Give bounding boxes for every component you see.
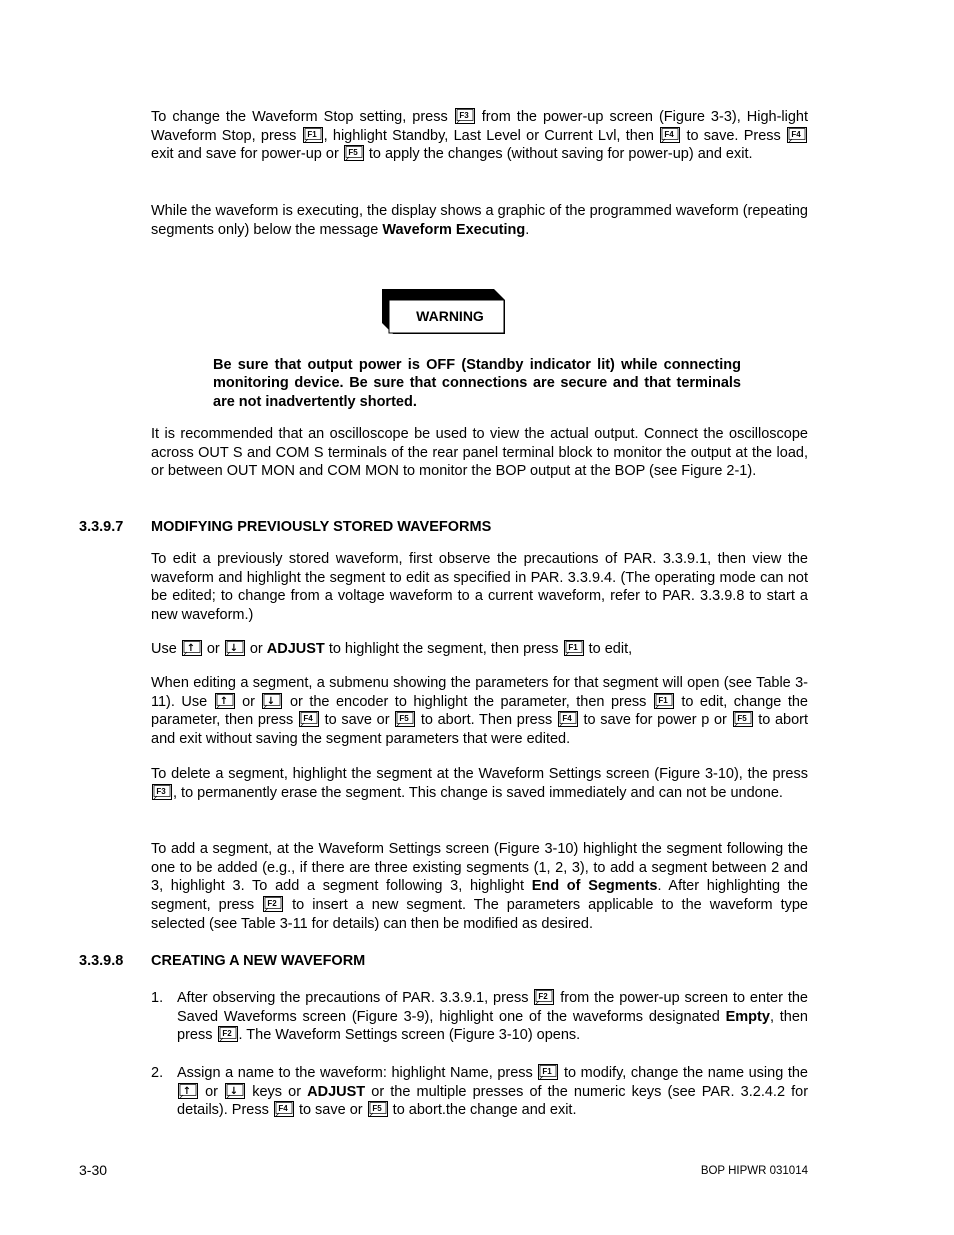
svg-text:F1: F1	[567, 643, 578, 652]
warning-box	[382, 289, 505, 334]
svg-text:F4: F4	[562, 714, 572, 724]
down-arrow-key-icon	[225, 1083, 245, 1099]
waveform-stop-paragraph: To change the Waveform Stop setting, press F3 from the power-up screen (Figure 3-3), High-light Waveform Stop, press F1 , highlight Standby, Last Level or Current Lvl, then F4 to save. Press F4 exit and save for power-up or F5 to apply the changes (without saving for power-up) and exit.	[151, 109, 809, 163]
f1-key-icon	[303, 127, 323, 143]
f5-key-icon	[395, 711, 415, 727]
svg-text:F4: F4	[664, 129, 674, 139]
down-arrow-key-icon	[225, 640, 245, 656]
editing-segment-paragraph: When editing a segment, a submenu showing the parameters for that segment will open (see Table 3-11). Use ↑ or ↓ or the encoder to highlight the parameter, then press F1 to edit, change the parameter, then press F4 to save or F5 to abort. Then press F4 to save for power p or F5 to abort and exit without saving the segment parameters that were edited.	[151, 675, 808, 748]
f1-key-icon	[538, 1064, 558, 1080]
svg-text:F2: F2	[538, 992, 549, 1001]
f5-key-icon	[368, 1101, 388, 1117]
f2-key-icon	[218, 1026, 238, 1042]
svg-text:F1: F1	[658, 695, 668, 705]
svg-text:↓: ↓	[267, 695, 276, 707]
f4-key-icon	[558, 711, 578, 727]
page-number: 3-30	[79, 1162, 108, 1178]
svg-text:F4: F4	[278, 1104, 288, 1114]
f4-key-icon	[787, 127, 807, 143]
svg-text:F3: F3	[459, 111, 469, 120]
document-id: BOP HIPWR 031014	[700, 1165, 808, 1177]
f5-key-icon	[733, 711, 753, 727]
f5-key-icon	[344, 145, 364, 161]
svg-text:↓: ↓	[229, 1085, 239, 1097]
f2-key-icon	[534, 989, 554, 1005]
down-arrow-key-icon	[262, 693, 282, 709]
svg-text:↑: ↑	[219, 695, 228, 707]
svg-text:F5: F5	[736, 714, 747, 724]
svg-text:F4: F4	[791, 129, 801, 139]
warning-label: WARNING	[416, 308, 484, 324]
svg-text:F5: F5	[348, 148, 358, 158]
f2-key-icon	[263, 896, 283, 912]
f1-key-icon	[564, 640, 584, 656]
use-keys-paragraph: Use ↑ or ↓ or ADJUST to highlight the segment, then press F1 to edit,	[151, 641, 633, 657]
up-arrow-key-icon	[215, 693, 235, 709]
f3-key-icon	[152, 784, 172, 800]
waveform-executing-paragraph: While the waveform is executing, the display shows a graphic of the programmed waveform (repeating segments only) below the message Waveform Executing.	[151, 203, 808, 238]
svg-text:F2: F2	[267, 899, 277, 909]
svg-text:F1: F1	[542, 1067, 553, 1076]
f4-key-icon	[660, 127, 680, 143]
f3-key-icon	[455, 108, 475, 124]
svg-text:F5: F5	[399, 714, 409, 724]
svg-text:F2: F2	[221, 1029, 232, 1039]
svg-text:↑: ↑	[182, 1085, 192, 1097]
svg-text:F4: F4	[303, 714, 313, 724]
add-segment-paragraph: To add a segment, at the Waveform Settings screen (Figure 3-10) highlight the segment following the one to be added (e.g., if there are three existing segments (1, 2, 3), to add a segment between 2 and 3, highlight 3. To add a segment following 3, highlight End of Segments. After highlighting the segment, press F2 to insert a new segment. The parameters applicable to the waveform type selected (see Table 3-11 for details) can then be modified as desired.	[151, 841, 808, 932]
svg-text:F1: F1	[306, 129, 317, 139]
delete-segment-paragraph: To delete a segment, highlight the segment at the Waveform Settings screen (Figure 3-10), the press F3 , to permanently erase the segment. This change is saved immediately and can not be undone.	[151, 766, 808, 801]
modify-intro-paragraph: To edit a previously stored waveform, first observe the precautions of PAR. 3.3.9.1, then view the waveform and highlight the segment to edit as specified in PAR. 3.3.9.4. (The operating mode can not be edited; to change from a voltage waveform to a current waveform, refer to PAR. 3.3.9.8 to start a new waveform.)	[151, 551, 808, 624]
f4-key-icon	[299, 711, 319, 727]
warning-text: Be sure that output power is OFF (Standby indicator lit) while connecting monitoring device. Be sure that connections are secure and that terminals are not inadvertently shorted.	[213, 357, 741, 410]
up-arrow-key-icon	[178, 1083, 198, 1099]
up-arrow-key-icon	[182, 640, 202, 656]
f4-key-icon	[274, 1101, 294, 1117]
svg-text:F5: F5	[371, 1104, 382, 1114]
svg-text:F3: F3	[156, 786, 166, 796]
warning-box-shape	[382, 289, 505, 334]
svg-text:↑: ↑	[186, 643, 196, 654]
oscilloscope-paragraph: It is recommended that an oscilloscope be used to view the actual output. Connect the oscilloscope across OUT S and COM S terminals of the rear panel terminal block to monitor the output at the load, or between OUT MON and COM MON to monitor the BOP output at the BOP (see Figure 2-1).	[151, 426, 808, 480]
svg-text:↓: ↓	[229, 643, 238, 654]
f1-key-icon	[654, 693, 674, 709]
